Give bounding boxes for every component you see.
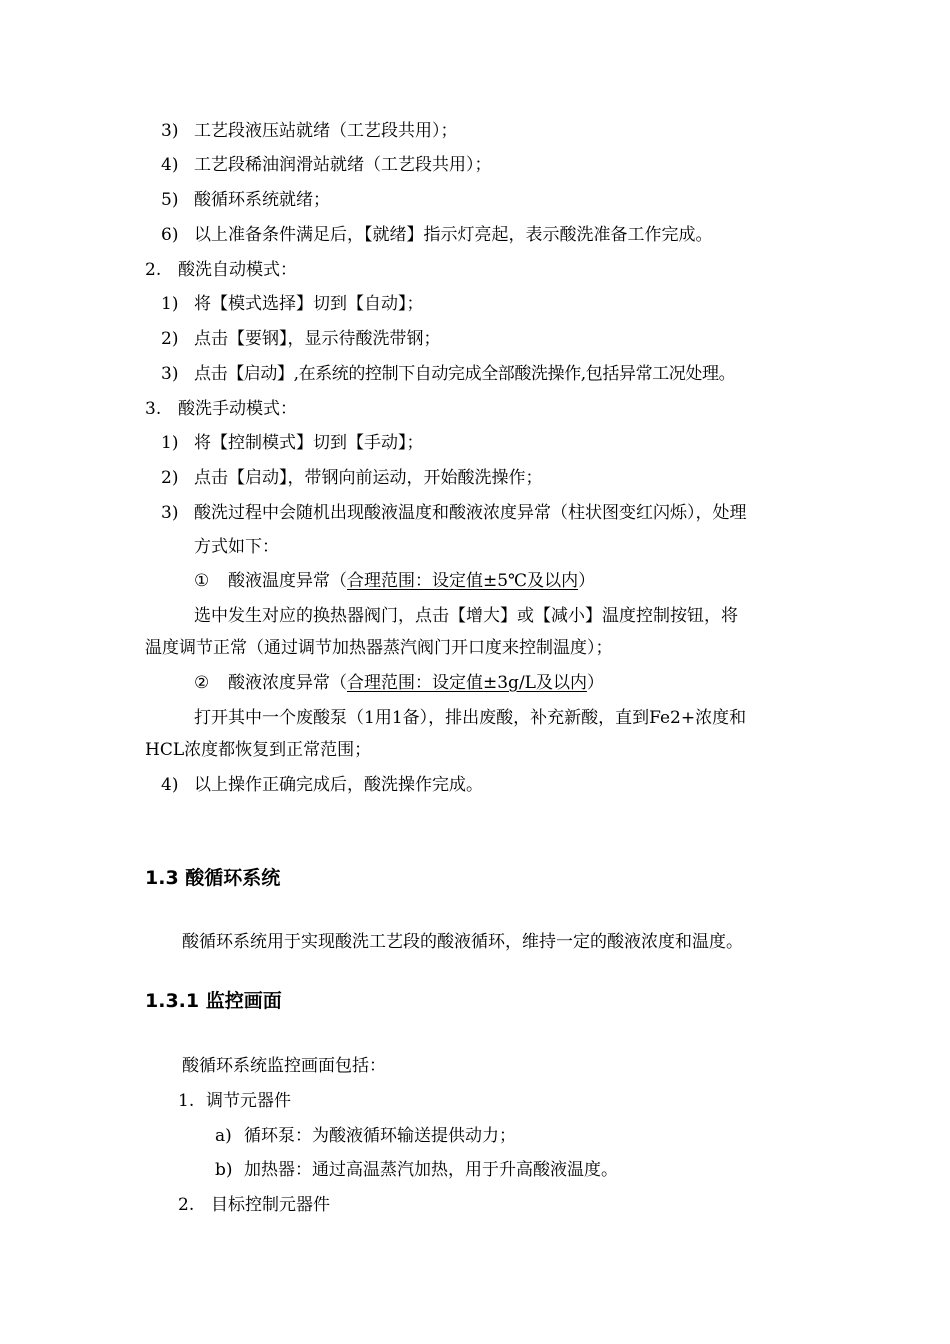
list-number: 4) (161, 155, 179, 175)
list-text: 工艺段液压站就绪（工艺段共用）； (194, 121, 458, 141)
section-heading (145, 258, 297, 282)
list-text: 将【控制模式】切到【手动】； (194, 433, 424, 453)
list-text: 加热器：通过高温蒸汽加热，用于升高酸液温度。 (244, 1160, 618, 1180)
list-item (161, 188, 330, 212)
sub-mark: ② (194, 673, 210, 693)
sub-mark: ① (194, 571, 210, 591)
list-item (178, 1089, 291, 1113)
paragraph: 酸循环系统监控画面包括： (182, 1056, 386, 1076)
sub-close: ） (586, 673, 604, 693)
list-item (161, 327, 441, 351)
list-text: 工艺段稀油润滑站就绪（工艺段共用）； (194, 155, 492, 175)
list-text: 目标控制元器件 (211, 1195, 330, 1215)
paragraph: 酸循环系统用于实现酸洗工艺段的酸液循环，维持一定的酸液浓度和温度。 (182, 932, 743, 952)
list-text: 将【模式选择】切到【自动】； (194, 294, 424, 314)
paragraph: 温度调节正常（通过调节加热器蒸汽阀门开口度来控制温度）； (145, 638, 613, 658)
list-text: 以上准备条件满足后，【就绪】指示灯亮起，表示酸洗准备工作完成。 (194, 225, 713, 245)
sub-label: 酸液浓度异常（ (228, 673, 347, 693)
list-text: 点击【要钢】，显示待酸洗带钢； (194, 329, 441, 349)
sub-label: 酸液温度异常（ (228, 571, 347, 591)
list-number: b) (215, 1160, 233, 1180)
list-text: 酸循环系统就绪； (194, 190, 330, 210)
list-number: 2. (178, 1195, 195, 1215)
list-item (161, 119, 458, 143)
list-number: a) (215, 1126, 232, 1146)
list-continuation: 方式如下： (194, 537, 279, 557)
list-number: 2) (161, 468, 179, 488)
sub-item (194, 671, 604, 695)
paragraph: 选中发生对应的换热器阀门，点击【增大】或【减小】温度控制按钮，将 (194, 606, 738, 626)
list-item (161, 773, 483, 797)
list-number: 5) (161, 190, 179, 210)
section-number: 2. (145, 260, 162, 280)
range-note: 合理范围：设定值±5℃及以内 (347, 571, 579, 591)
list-text: 酸洗过程中会随机出现酸液温度和酸液浓度异常（柱状图变红闪烁），处理 (194, 503, 747, 523)
list-item (215, 1158, 618, 1182)
list-number: 3) (161, 364, 179, 384)
list-number: 6) (161, 225, 179, 245)
section-number: 3. (145, 399, 162, 419)
range-note: 合理范围：设定值±3g/L及以内 (347, 673, 587, 693)
paragraph: HCL浓度都恢复到正常范围； (145, 740, 372, 760)
list-number: 1. (178, 1091, 195, 1111)
list-number: 1) (161, 294, 179, 314)
list-item (215, 1124, 516, 1148)
list-item (161, 223, 713, 247)
section-title: 1.3 酸循环系统 (145, 867, 281, 889)
list-text: 循环泵：为酸液循环输送提供动力； (244, 1126, 516, 1146)
list-number: 1) (161, 433, 179, 453)
paragraph: 打开其中一个废酸泵（1用1备），排出废酸，补充新酸，直到Fe2+浓度和 (194, 708, 747, 728)
list-text: 调节元器件 (206, 1091, 291, 1111)
list-number: 3) (161, 503, 179, 523)
list-text: 以上操作正确完成后，酸洗操作完成。 (194, 775, 483, 795)
section-text: 酸洗自动模式： (178, 260, 297, 280)
section-heading (145, 397, 297, 421)
sub-close: ） (578, 571, 596, 591)
list-text: 点击【启动】,在系统的控制下自动完成全部酸洗操作,包括异常工况处理。 (194, 364, 736, 384)
list-number: 3) (161, 121, 179, 141)
list-item (178, 1193, 330, 1217)
list-item (161, 466, 543, 490)
list-number: 2) (161, 329, 179, 349)
section-text: 酸洗手动模式： (178, 399, 297, 419)
subsection-title: 1.3.1 监控画面 (145, 990, 282, 1012)
list-item (161, 362, 735, 386)
list-item (161, 431, 424, 455)
list-number: 4) (161, 775, 179, 795)
sub-item (194, 569, 595, 593)
list-item (161, 501, 747, 525)
list-item (161, 292, 424, 316)
list-item (161, 153, 492, 177)
list-text: 点击【启动】，带钢向前运动，开始酸洗操作； (194, 468, 543, 488)
